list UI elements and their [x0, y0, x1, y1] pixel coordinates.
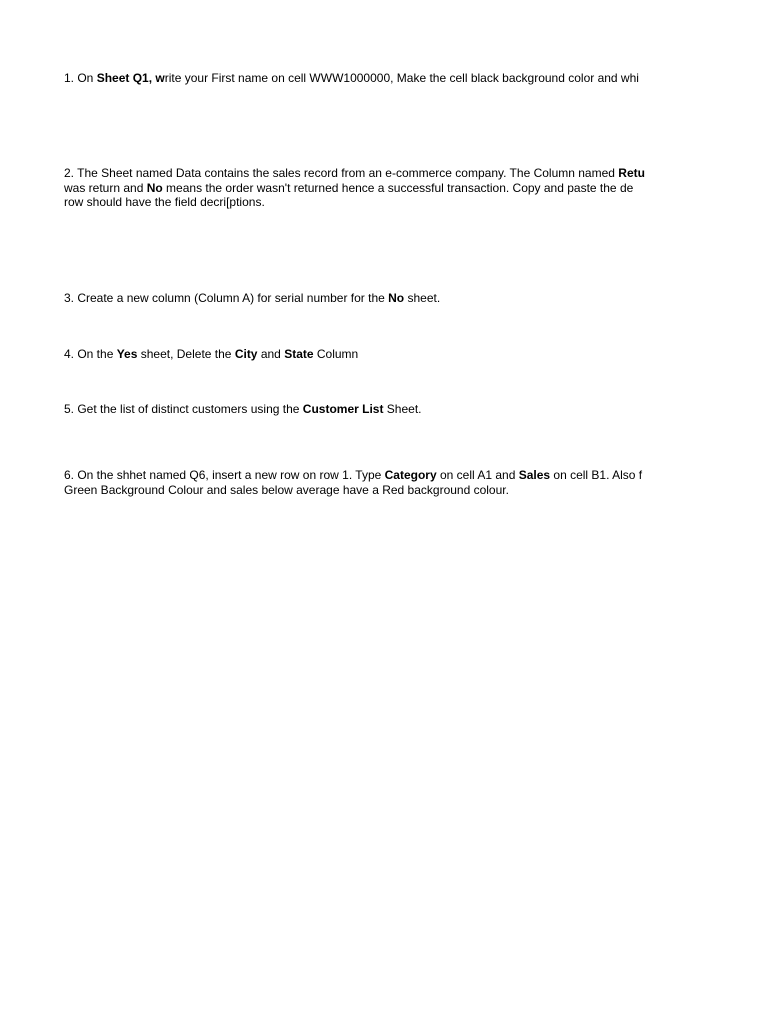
text-run: and: [257, 347, 285, 361]
text-run: Sheet.: [383, 402, 422, 416]
question-3-line-1: [64, 291, 668, 306]
text-run: Green Background Colour and sales below average have a Red background colour.: [64, 482, 509, 497]
text-run: 2. The Sheet named Data contains the sales record from an e-commerce company. The Column named: [64, 166, 619, 180]
bold-text-run: City: [234, 347, 258, 361]
question-6: [64, 468, 668, 497]
bold-text-run: Customer List: [302, 402, 384, 416]
question-2: [64, 166, 668, 210]
text-run: 4. On the: [64, 347, 117, 361]
text-run: 3. Create a new column (Column A) for serial number for the: [64, 291, 389, 305]
text-run: rite your First name on cell WWW1000000, Make the cell black background color and whi: [164, 71, 639, 85]
question-2-line-3: [64, 195, 668, 210]
question-6-line-1: [64, 468, 668, 483]
text-run: on cell A1 and: [436, 468, 519, 482]
question-4-line-1: [64, 347, 668, 362]
bold-text-run: Sales: [518, 468, 551, 482]
text-run: sheet.: [404, 291, 441, 305]
question-1: [64, 71, 668, 86]
bold-text-run: Retu: [618, 166, 645, 180]
bold-text-run: Sheet Q1, w: [96, 71, 165, 85]
question-2-line-2: [64, 181, 668, 196]
question-4: [64, 347, 668, 362]
question-5-line-1: [64, 402, 668, 417]
text-run: 1. On: [64, 71, 97, 85]
question-1-line-1: [64, 71, 668, 86]
bold-text-run: State: [284, 347, 314, 361]
text-run: 6. On the shhet named Q6, insert a new row on row 1. Type: [64, 468, 385, 482]
bold-text-run: Category: [384, 468, 437, 482]
bold-text-run: Yes: [116, 347, 138, 361]
question-6-line-2: [64, 483, 668, 498]
text-run: sheet, Delete the: [137, 347, 235, 361]
bold-text-run: No: [388, 291, 405, 305]
text-run: was return and: [64, 180, 147, 195]
question-5: [64, 402, 668, 417]
text-run: 5. Get the list of distinct customers using the: [64, 402, 303, 416]
question-2-line-1: [64, 166, 668, 181]
question-3: [64, 291, 668, 306]
text-run: on cell B1. Also f: [550, 468, 643, 482]
text-run: means the order wasn't returned hence a successful transaction. Copy and paste the de: [162, 180, 634, 195]
text-run: Column: [313, 347, 359, 361]
bold-text-run: No: [146, 180, 163, 195]
text-run: row should have the field decri[ptions.: [64, 195, 265, 209]
